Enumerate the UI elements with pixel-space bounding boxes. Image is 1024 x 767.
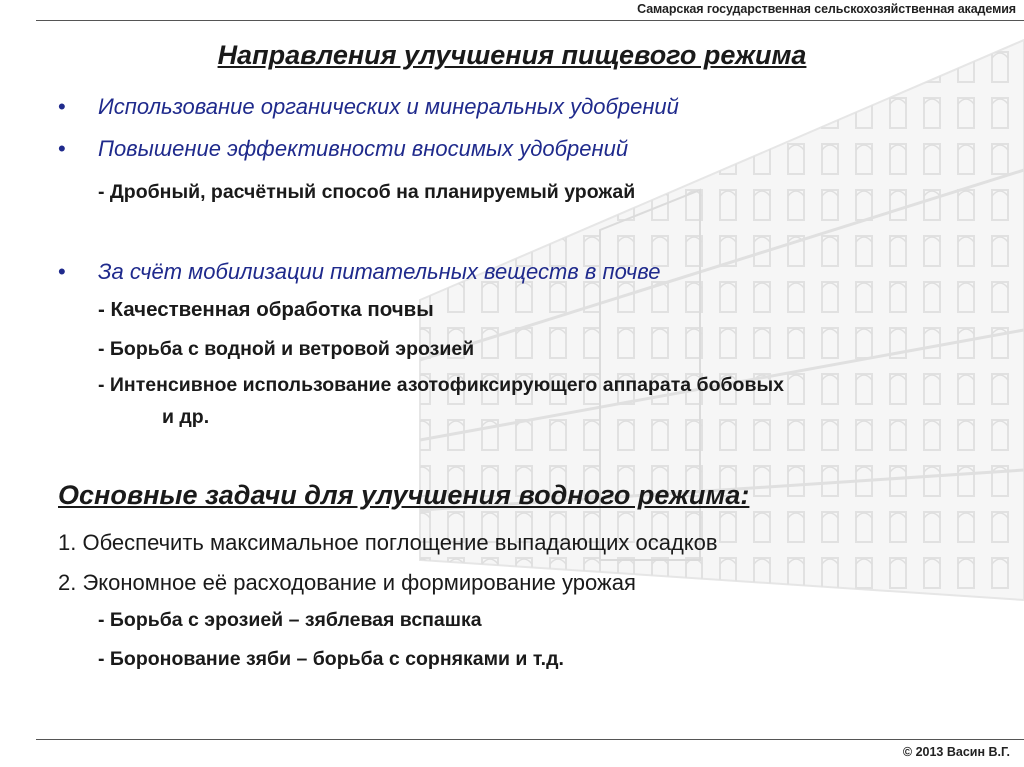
organization-header: Самарская государственная сельскохозяйственная академия	[637, 2, 1016, 16]
numbered-item: 2. Экономное её расходование и формирование урожая	[58, 570, 636, 595]
sub-item-continuation: и др.	[162, 406, 210, 428]
bullet-item: Использование органических и минеральных удобрений	[98, 94, 679, 119]
sub-item: - Борьба с водной и ветровой эрозией	[98, 338, 475, 360]
footer-copyright: © 2013 Васин В.Г.	[902, 745, 1010, 759]
bullet-item: За счёт мобилизации питательных веществ в почве	[98, 259, 661, 284]
sub-item: - Дробный, расчётный способ на планируемый урожай	[98, 181, 636, 203]
sub-item: - Интенсивное использование азотофиксирующего аппарата бобовых	[98, 374, 784, 396]
bullet-item: Повышение эффективности вносимых удобрений	[98, 136, 629, 161]
sub-item: - Боронование зяби – борьба с сорняками и т.д.	[98, 648, 564, 670]
sub-item: - Качественная обработка почвы	[98, 298, 434, 321]
section-title: Основные задачи для улучшения водного режима:	[58, 480, 750, 510]
bullet-marker: •	[58, 94, 66, 119]
bullet-marker: •	[58, 136, 66, 161]
numbered-item: 1. Обеспечить максимальное поглощение выпадающих осадков	[58, 530, 718, 555]
slide-title: Направления улучшения пищевого режима	[217, 40, 807, 70]
bullet-marker: •	[58, 259, 66, 284]
sub-item: - Борьба с эрозией – зяблевая вспашка	[98, 609, 482, 631]
bottom-divider	[36, 739, 1024, 740]
top-divider	[36, 20, 1024, 21]
